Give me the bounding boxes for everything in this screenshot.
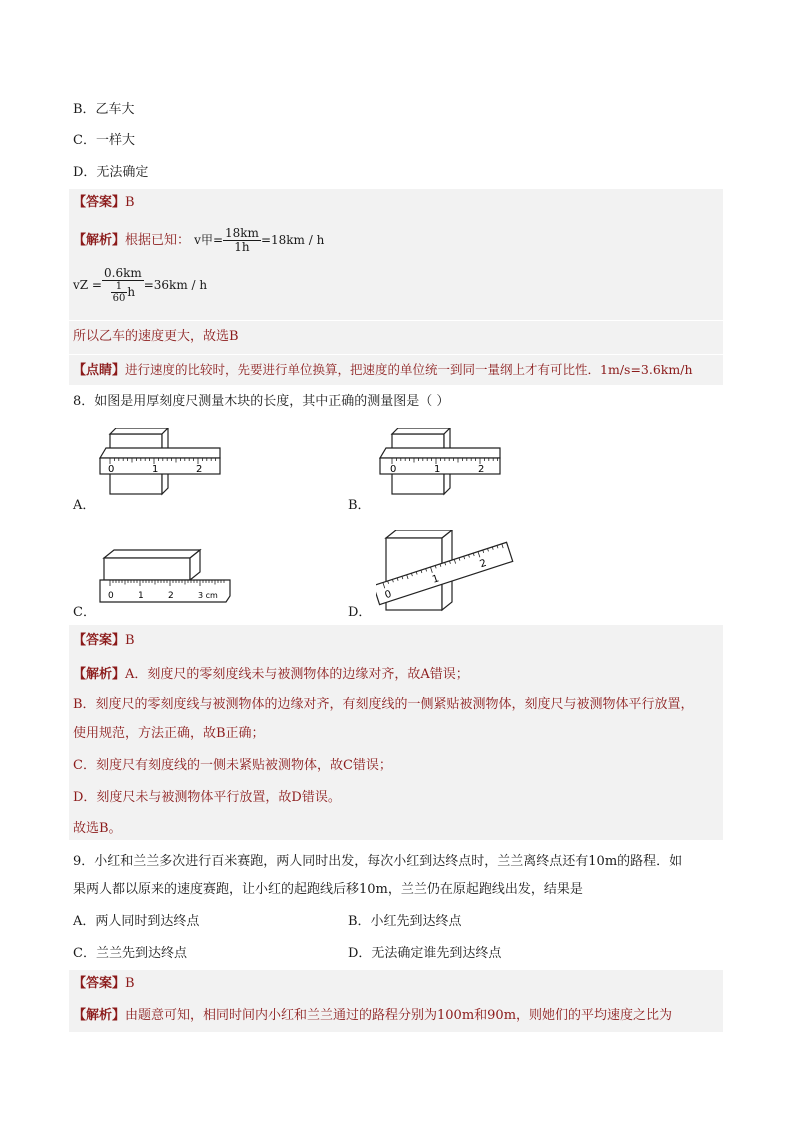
answer-tag: 【答案】 (73, 633, 126, 648)
q7-option-d: D．无法确定 (73, 165, 149, 180)
velocity-2-label: vZ = (73, 278, 102, 292)
q8-stem: 8．如图是用厚刻度尺测量木块的长度，其中正确的测量图是（ ） (73, 394, 450, 409)
block-c (104, 558, 190, 580)
tick-label-3: 3 cm (198, 591, 218, 600)
inner-denominator: 60 (112, 293, 126, 304)
q8-answer-block (69, 625, 723, 840)
ruler-b (380, 448, 500, 458)
analysis-tag: 【解析】 (73, 667, 126, 682)
answer-value: B (125, 633, 135, 648)
block-d-top (386, 530, 452, 538)
tick-label-2: 2 (196, 464, 203, 475)
tick-label-2: 2 (478, 557, 489, 571)
q7-option-b: B．乙车大 (73, 102, 135, 117)
velocity-1-label: v甲= (194, 233, 224, 247)
q7-velocity-2-line (73, 267, 207, 304)
q7-conclusion-block (69, 321, 723, 354)
inner-numerator: 1 (111, 281, 128, 293)
q9-answer-line (73, 974, 135, 994)
q7-analysis-line (73, 227, 324, 254)
tick-label-2: 2 (168, 591, 174, 601)
tick-label-0: 0 (390, 464, 397, 475)
q8-analysis-5: D．刻度尺未与被测物体平行放置，故D错误。 (73, 790, 341, 805)
answer-tag: 【答案】 (73, 976, 126, 991)
diagram-a (96, 428, 226, 508)
analysis-tag: 【解析】 (73, 1008, 126, 1023)
velocity-2-fraction (102, 267, 144, 304)
q8-analysis-4: C．刻度尺有刻度线的一侧未紧贴被测物体，故C错误； (73, 758, 392, 773)
q7-answer-line (73, 193, 135, 213)
tip-tag: 【点睛】 (73, 363, 126, 378)
tick-label-1: 1 (152, 464, 159, 475)
q7-option-c: C．一样大 (73, 133, 135, 148)
q9-analysis-line (73, 1006, 672, 1026)
q9-answer-block (69, 970, 723, 1032)
block-b-top (392, 428, 450, 434)
q8-analysis-1 (73, 665, 469, 685)
q8-analysis-6: 故选B。 (73, 821, 122, 836)
q9-stem-2: 果两人都以原来的速度赛跑，让小红的起跑线后移10m，兰兰仍在原起跑线出发，结果是 (73, 882, 583, 897)
fraction-numerator: 0.6km (104, 266, 142, 280)
q8-analysis-2: B．刻度尺的零刻度线与被测物体的边缘对齐，有刻度线的一侧紧贴被测物体，刻度尺与被测物体平行放置， (73, 697, 694, 712)
tick-label-0: 0 (108, 591, 114, 601)
tick-label-1: 1 (138, 591, 144, 601)
ruler-a (100, 448, 220, 458)
inner-unit: h (127, 285, 136, 299)
tick-label-0: 0 (108, 464, 115, 475)
q7-tip-line (73, 360, 693, 381)
velocity-2-result: =36km / h (143, 278, 208, 292)
fraction-numerator: 18km (225, 226, 259, 240)
analysis-intro: 根据已知： (125, 233, 191, 248)
diagram-b (376, 428, 506, 508)
velocity-1-fraction (223, 227, 261, 254)
q9-option-a: A．两人同时到达终点 (73, 914, 200, 929)
tick-label-1: 1 (431, 573, 441, 586)
diagram-b-label: B． (348, 498, 371, 513)
analysis-text: A．刻度尺的零刻度线未与被测物体的边缘对齐，故A错误； (125, 667, 469, 682)
block-a-top (110, 428, 168, 434)
tip-text: 进行速度的比较时，先要进行单位换算，把速度的单位统一到同一量纲上才有可比性．1m/s=3.6km/h (125, 362, 693, 377)
q8-analysis-3: 使用规范，方法正确，故B正确； (73, 726, 265, 741)
analysis-text: 由题意可知，相同时间内小红和兰兰通过的路程分别为100m和90m，则她们的平均速度之比为 (125, 1008, 673, 1023)
tick-label-0: 0 (383, 588, 393, 602)
diagram-d-label: D． (348, 605, 372, 620)
answer-tag: 【答案】 (73, 195, 126, 210)
analysis-tag: 【解析】 (73, 233, 126, 248)
q9-stem-1: 9．小红和兰兰多次进行百米赛跑，两人同时出发，每次小红到达终点时，兰兰离终点还有10m的路程．如 (73, 854, 683, 869)
q9-option-d: D．无法确定谁先到达终点 (348, 946, 502, 961)
tick-label-2: 2 (478, 464, 485, 475)
q7-conclusion: 所以乙车的速度更大，故选B (73, 329, 239, 344)
q7-tip-block (69, 355, 723, 385)
diagram-a-label: A． (73, 498, 96, 513)
diagram-c-label: C． (73, 605, 96, 620)
diagram-c (96, 548, 236, 608)
q9-option-c: C．兰兰先到达终点 (73, 946, 187, 961)
diagram-d (376, 530, 526, 620)
q9-option-b: B．小红先到达终点 (348, 914, 462, 929)
tick-label-1: 1 (434, 464, 441, 475)
fraction-denominator (102, 281, 144, 304)
block-c-top (104, 550, 200, 558)
answer-value: B (125, 976, 135, 991)
answer-value: B (125, 195, 135, 210)
q8-answer-line (73, 631, 135, 651)
q7-answer-block (69, 189, 723, 320)
velocity-1-result: =18km / h (260, 233, 325, 247)
fraction-denominator: 1h (234, 240, 250, 254)
